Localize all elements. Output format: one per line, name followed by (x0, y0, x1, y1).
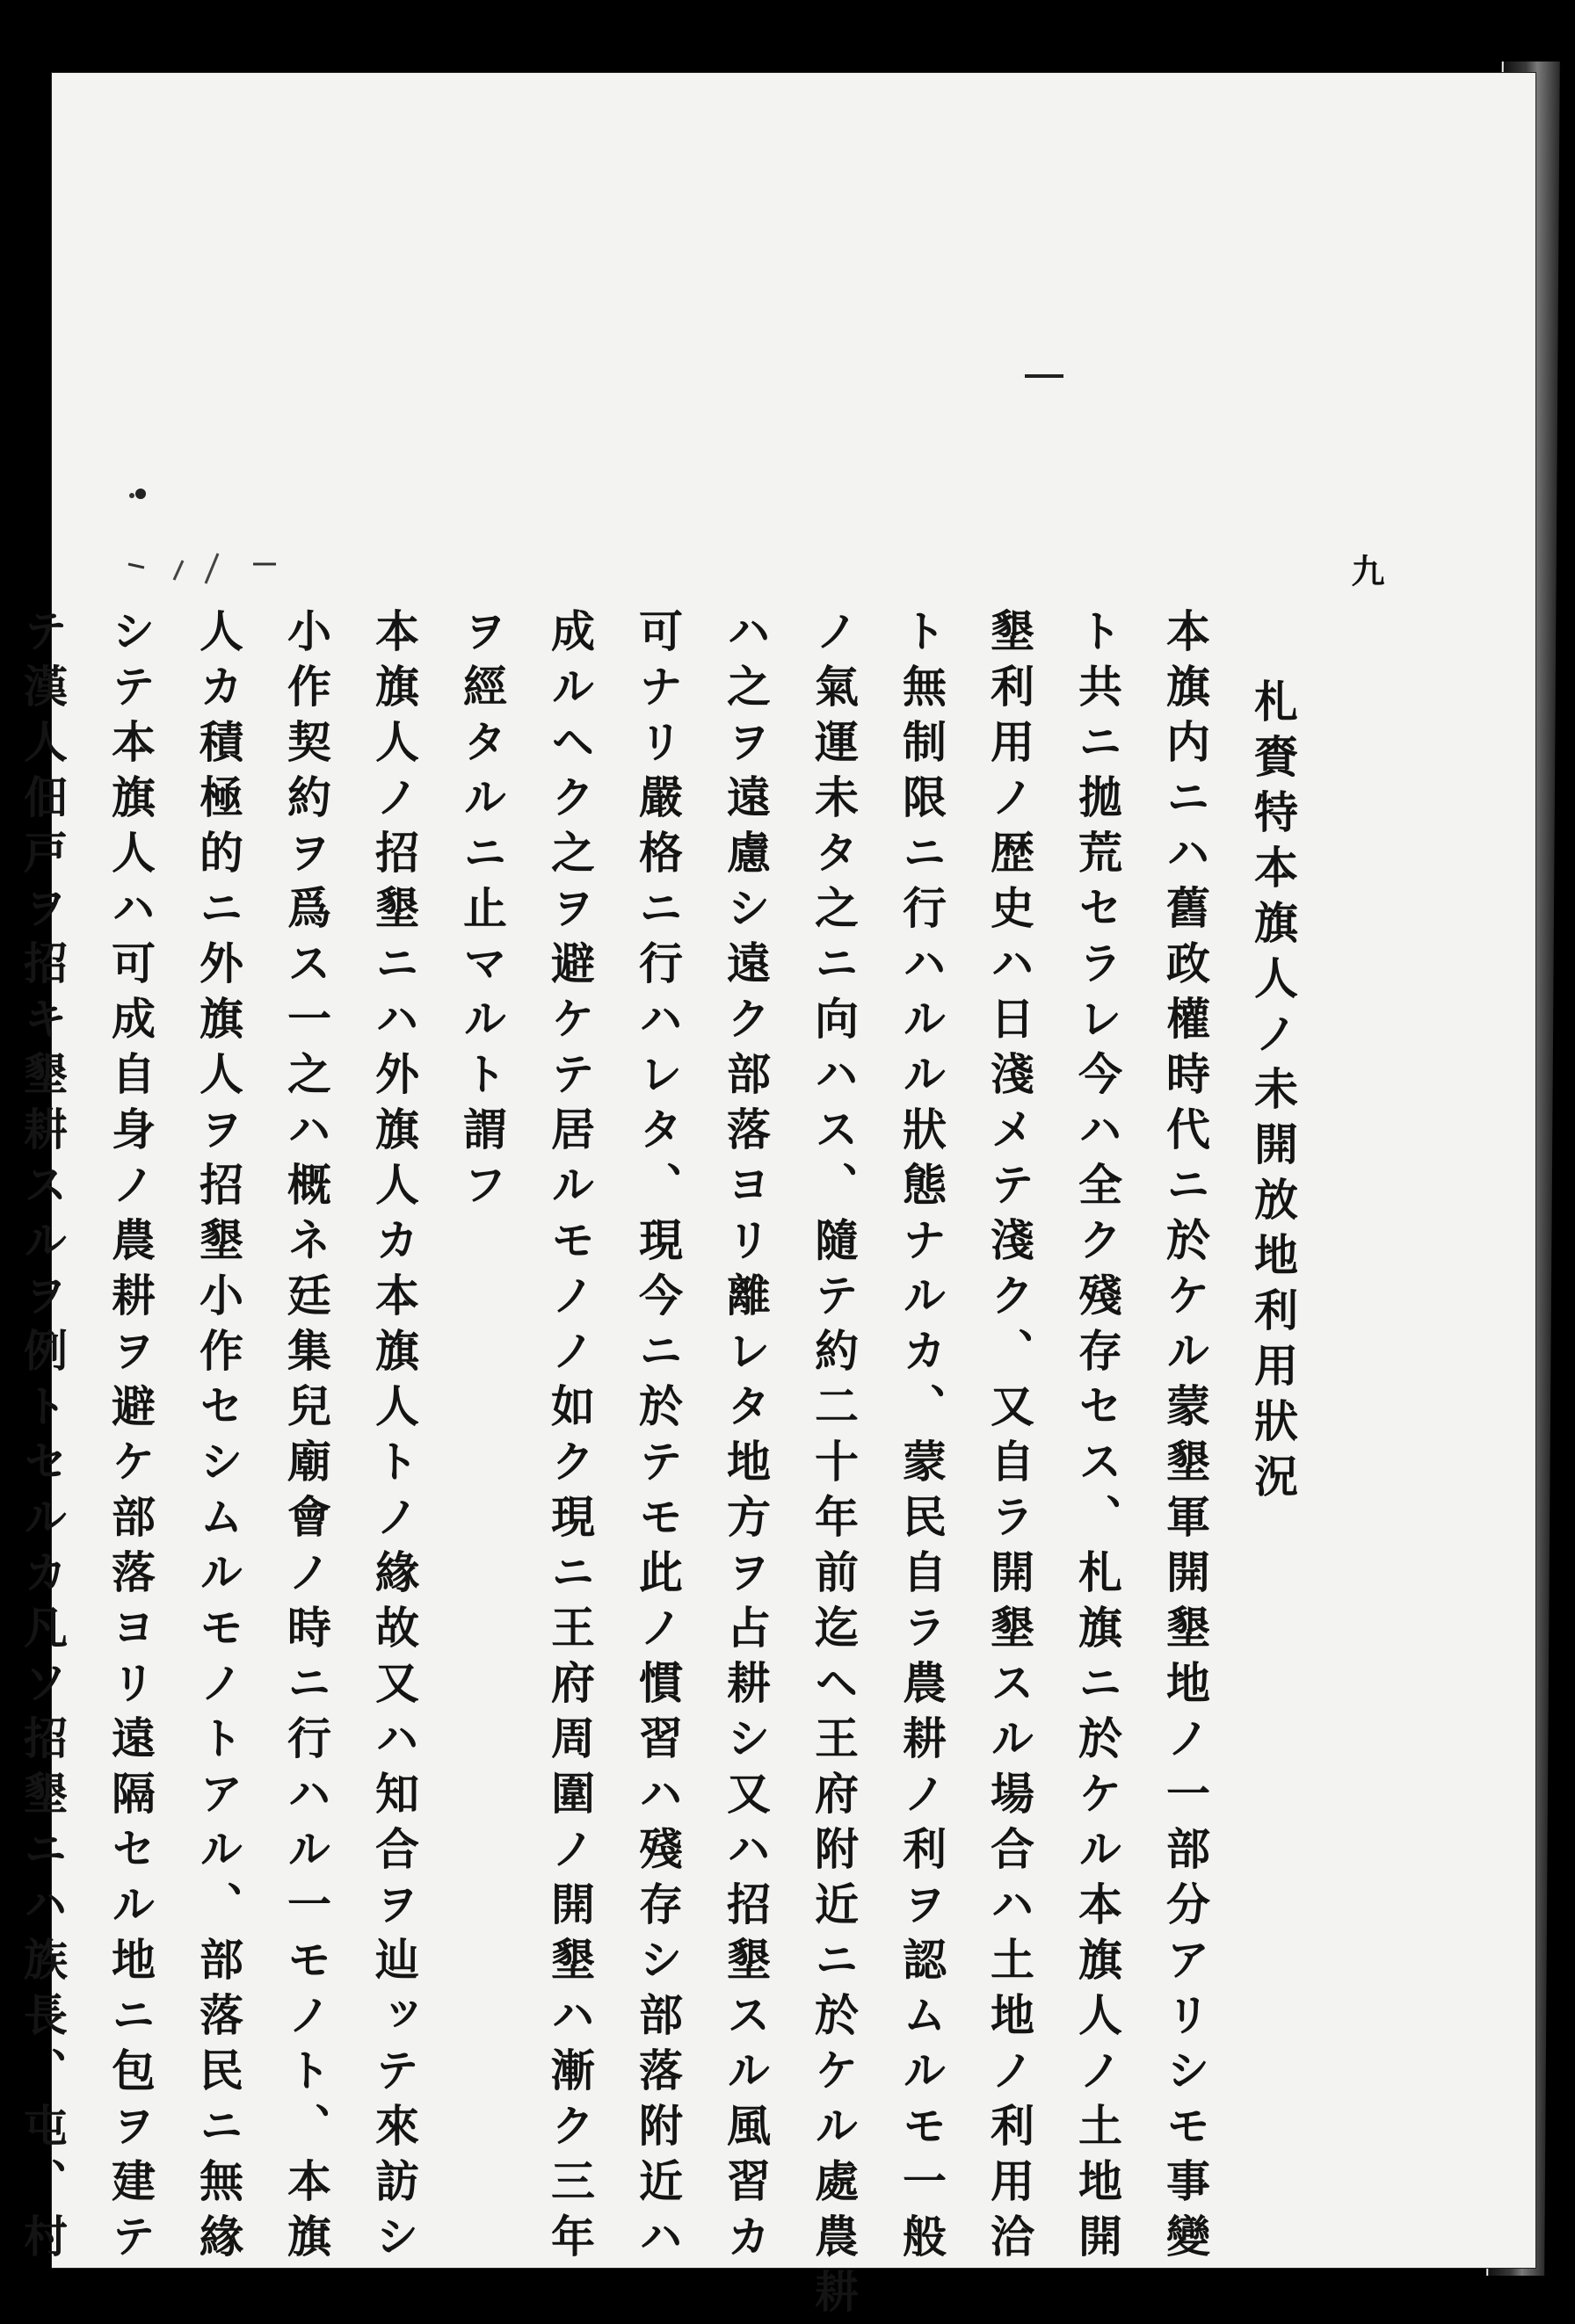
text-line-8: 成ルヘク之ヲ避ケテ居ルモノノ如ク現ニ王府周圍ノ開墾ハ漸ク三年 (544, 608, 595, 2269)
text-line-12: 人カ積極的ニ外旗人ヲ招墾小作セシムルモノトアル、部落民ニ無緣 (192, 608, 243, 2269)
text-line-5: ノ氣運未タ之ニ向ハス、隨テ約二十年前迄ヘ王府附近ニ於ケル處農耕 (808, 608, 859, 2324)
text-line-2: ト共ニ拋荒セラレ今ハ全ク殘存セス、札旗ニ於ケル本旗人ノ土地開 (1071, 608, 1122, 2269)
vertical-text-body (0, 608, 1317, 2324)
ink-specks (121, 476, 279, 582)
text-line-7: 可ナリ嚴格ニ行ハレタ、現今ニ於テモ此ノ慣習ハ殘存シ部落附近ハ (632, 608, 683, 2269)
page-number: 九 (1346, 554, 1385, 587)
text-line-4: ト無制限ニ行ハルル狀態ナルカ、蒙民自ラ農耕ノ利ヲ認ムルモ一般 (896, 608, 947, 2269)
text-line-14: テ漢人佃戸ヲ招キ墾耕スルヲ例トセルカ凡ソ招墾ニハ族長、屯、村 (17, 608, 68, 2269)
text-line-1: 本旗内ニハ舊政權時代ニ於ケル蒙墾軍開墾地ノ一部分アリシモ事變 (1159, 608, 1210, 2269)
document-page (17, 72, 1536, 2324)
text-line-13: シテ本旗人ハ可成自身ノ農耕ヲ避ケ部落ヨリ遠隔セル地ニ包ヲ建テ (105, 608, 156, 2269)
text-line-9: ヲ經タルニ止マルト謂フ (456, 608, 507, 1217)
ink-mark (1025, 374, 1063, 378)
section-heading: 札賚特本旗人ノ未開放地利用狀況 (1247, 678, 1298, 1509)
text-line-3: 墾利用ノ歴史ハ日淺メテ淺ク、又自ラ開墾スル場合ハ土地ノ利用洽 (983, 608, 1034, 2269)
text-line-6: ハ之ヲ遠慮シ遠ク部落ヨリ離レタ地方ヲ占耕シ又ハ招墾スル風習カ (720, 608, 771, 2269)
text-line-10: 本旗人ノ招墾ニハ外旗人カ本旗人トノ緣故又ハ知合ヲ辿ッテ來訪シ (368, 608, 419, 2269)
text-line-11: 小作契約ヲ爲ス一之ハ概ネ廷集兒廟會ノ時ニ行ハル一モノト、本旗 (280, 608, 331, 2269)
